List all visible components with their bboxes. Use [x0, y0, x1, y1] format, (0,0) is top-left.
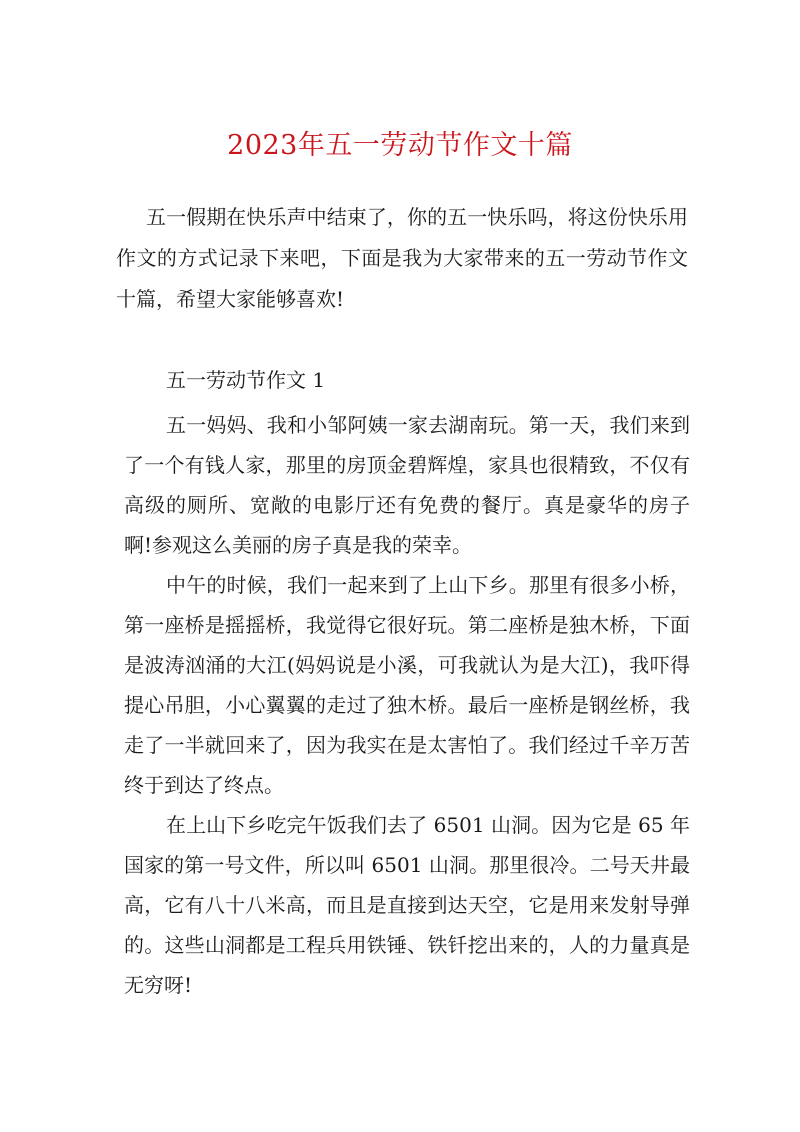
essay-body: [124, 405, 690, 1005]
essay-paragraph: 五一妈妈、我和小邹阿姨一家去湖南玩。第一天，我们来到了一个有钱人家，那里的房顶金碧辉煌，家具也很精致，不仅有高级的厕所、宽敞的电影厅还有免费的餐厅。真是豪华的房子啊!参观这么美丽的房子真是我的荣幸。: [124, 413, 690, 557]
essay-paragraph: 在上山下乡吃完午饭我们去了 6501 山洞。因为它是 65 年国家的第一号文件，所以叫 6501 山洞。那里很冷。二号天井最高，它有八十八米高，而且是直接到达天空，它是用来发射导弹的。这些山洞都是工程兵用铁锤、铁钎挖出来的，人的力量真是无穷呀!: [124, 813, 690, 997]
intro-paragraph: 五一假期在快乐声中结束了，你的五一快乐吗，将这份快乐用作文的方式记录下来吧，下面是我为大家带来的五一劳动节作文十篇，希望大家能够喜欢!: [116, 205, 688, 311]
section-title: 五一劳动节作文 1: [166, 368, 326, 392]
document-title: 2023年五一劳动节作文十篇: [227, 130, 573, 161]
essay-paragraph: 中午的时候，我们一起来到了上山下乡。那里有很多小桥，第一座桥是摇摇桥，我觉得它很好玩。第二座桥是独木桥，下面是波涛汹涌的大江(妈妈说是小溪，可我就认为是大江)，我吓得提心吊胆，小心翼翼的走过了独木桥。最后一座桥是钢丝桥，我走了一半就回来了，因为我实在是太害怕了。我们经过千辛万苦终于到达了终点。: [124, 573, 690, 797]
